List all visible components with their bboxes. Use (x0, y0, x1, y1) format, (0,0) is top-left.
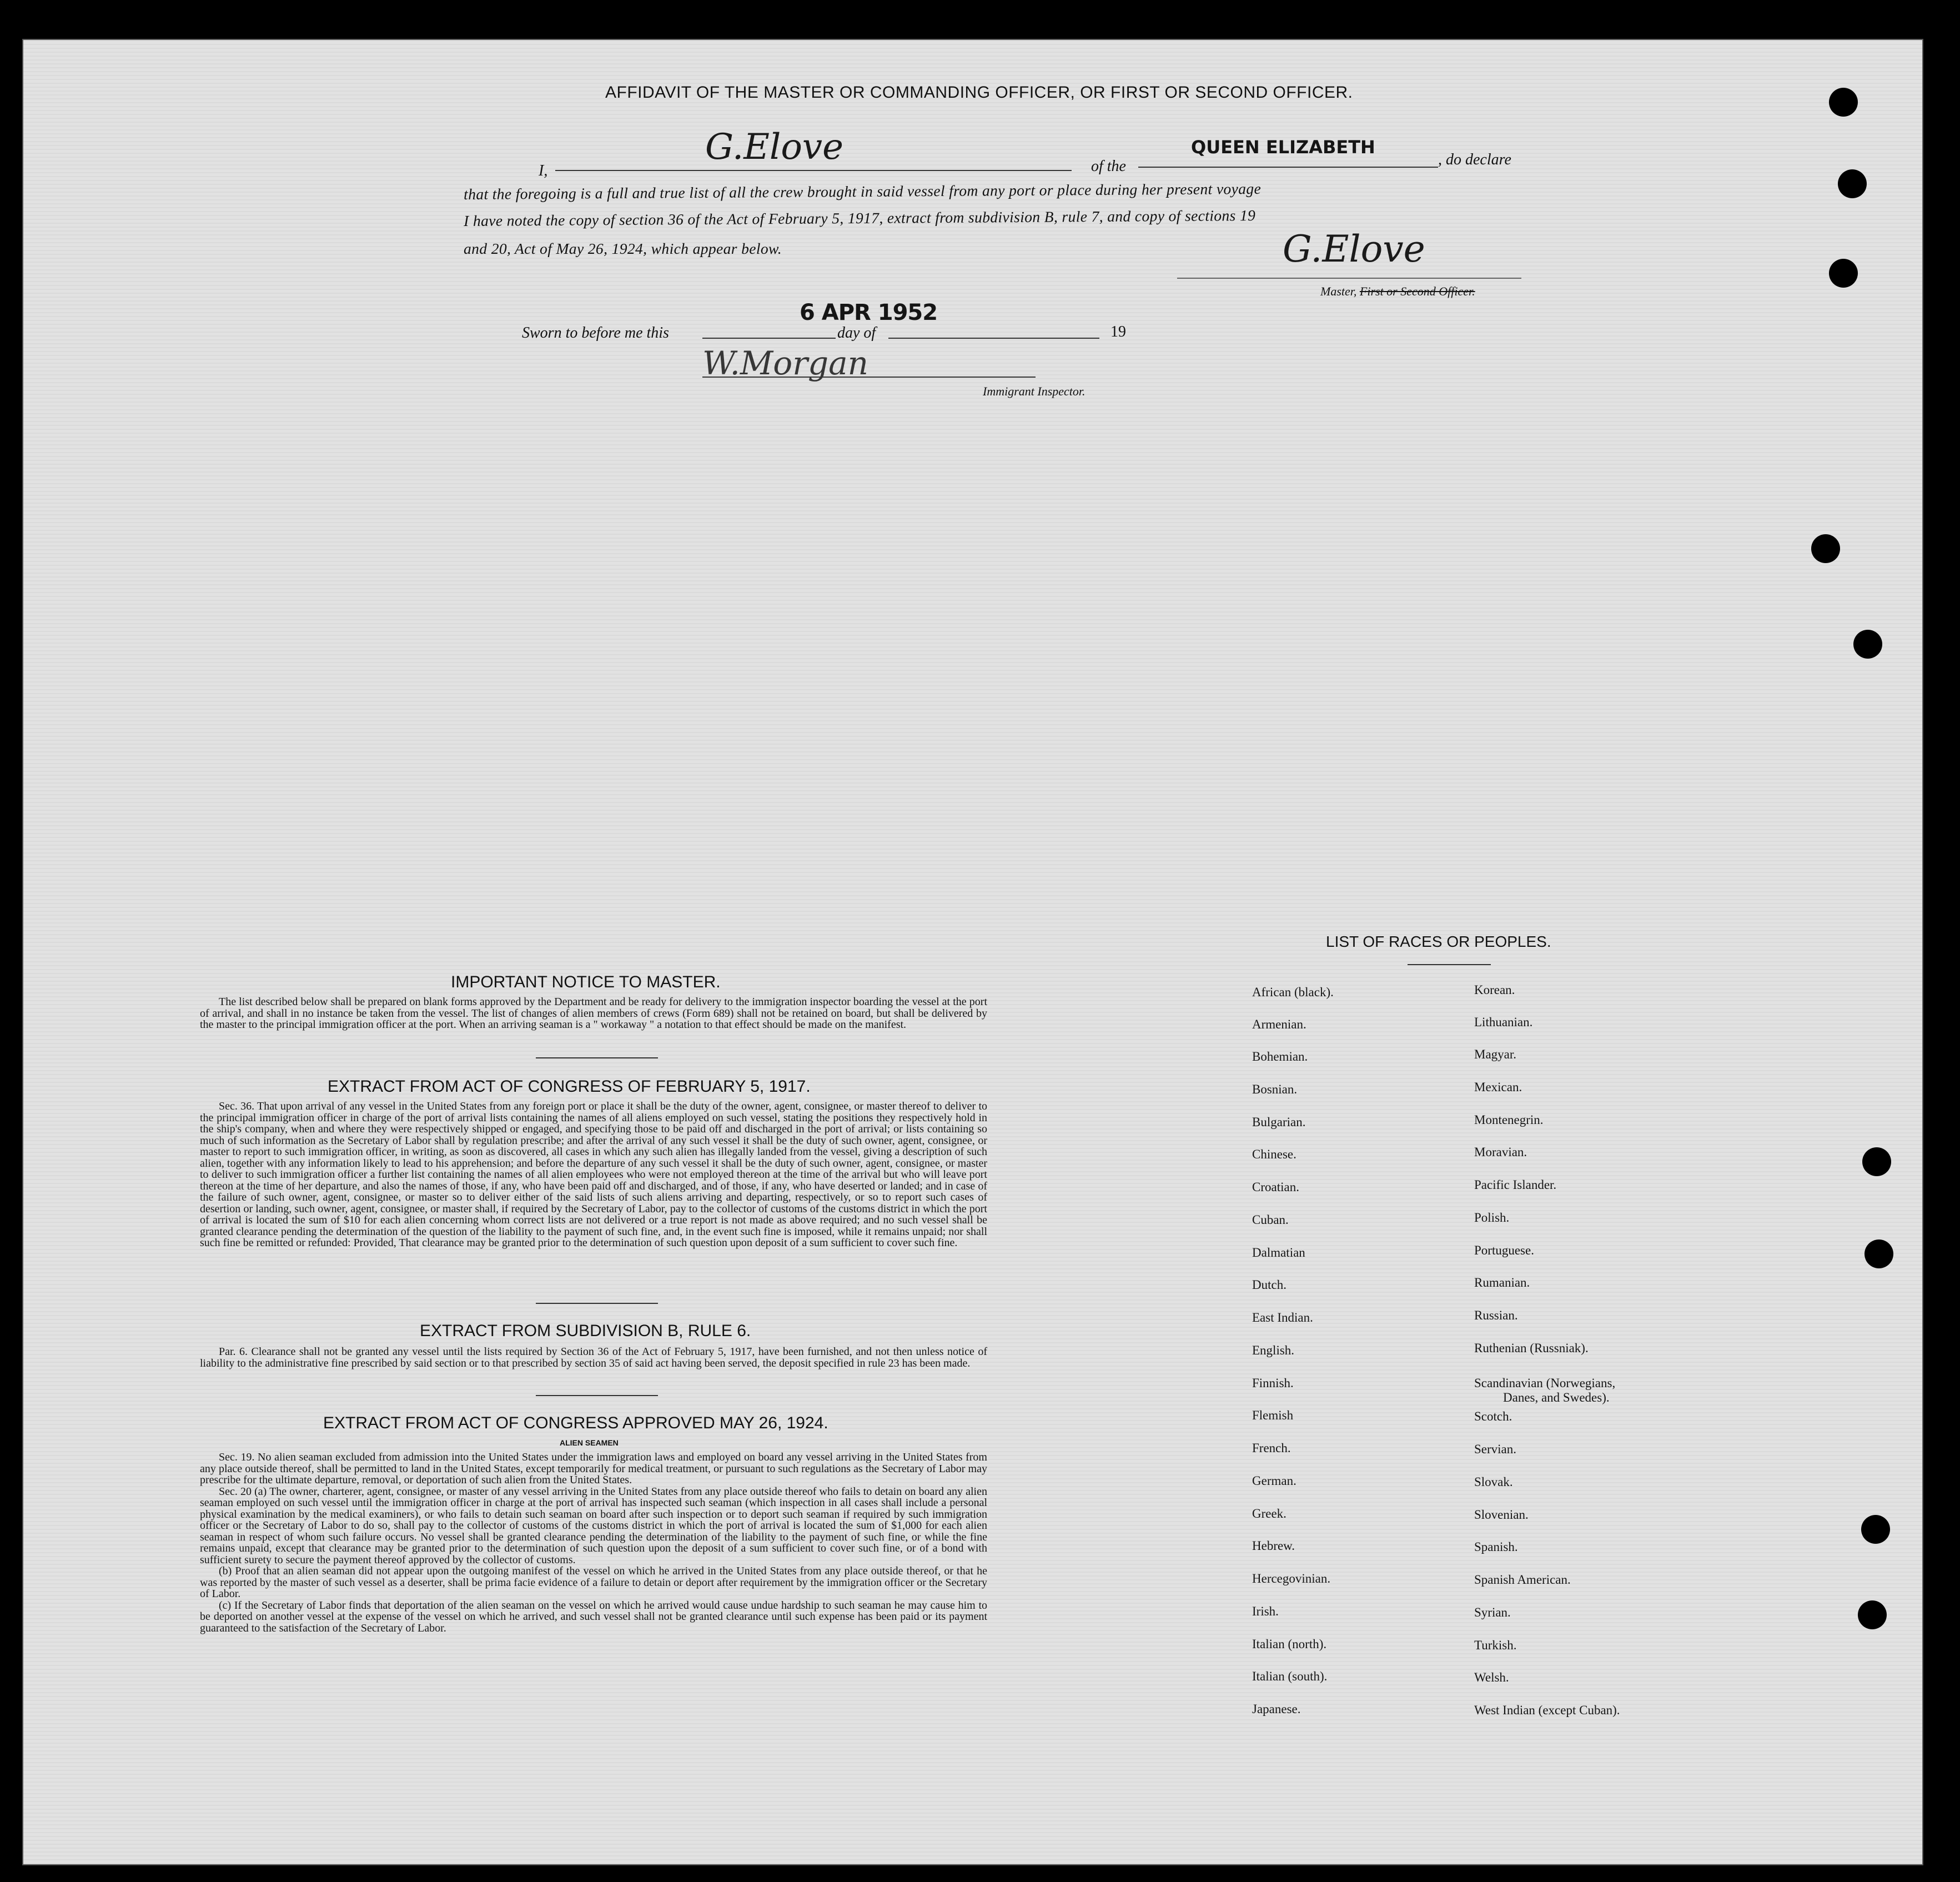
sworn-month-line (888, 338, 1099, 339)
punch-hole (1862, 1147, 1891, 1176)
rule-6-heading: EXTRACT FROM SUBDIVISION B, RULE 6. (420, 1322, 751, 1340)
race-item: Bohemian. (1252, 1050, 1308, 1063)
section-20a-text: Sec. 20 (a) The owner, charterer, agent, consignee, or master of any vessel arriving in the United States from any place outside thereof who fails to detain on board any alien seaman employed on such vessel until the immigration officer in charge at the port of arrival has inspected such seaman (which inspection in all cases shall include a personal physical examination by the medical examiners), or who fails to detain such seaman on board after such inspection or to deport such seaman if required by such immigration officer or the Secretary of Labor to do so, shall pay to the collector of customs of the customs district in which the port of arrival is located the sum of $1,000 for each alien seaman in respect of whom such failure occurs. No vessel shall be granted clearance pending the determination of the liability to the payment of such fine, or while the fine remains unpaid, except that clearance may be granted prior to the determination of such question upon the deposit of a sum sufficient to cover such fine, or of a bond with sufficient surety to secure the payment thereof approved by the collector of customs. (200, 1485, 987, 1566)
race-item: Welsh. (1474, 1670, 1509, 1684)
punch-hole (1858, 1600, 1887, 1629)
race-item: Spanish American. (1474, 1573, 1571, 1587)
struck-officer-title: First or Second Officer. (1359, 284, 1475, 298)
master-title (1320, 284, 1475, 299)
punch-hole (1864, 1239, 1893, 1268)
races-heading: LIST OF RACES OR PEOPLES. (1326, 933, 1551, 950)
section-divider (536, 1057, 658, 1058)
race-item: Portuguese. (1474, 1243, 1534, 1257)
affidavit-line-4: and 20, Act of May 26, 1924, which appear below. (464, 240, 782, 257)
vessel-underline (1138, 167, 1438, 168)
race-item: Flemish (1252, 1408, 1294, 1422)
race-item: Turkish. (1474, 1638, 1517, 1652)
punch-hole (1829, 88, 1858, 117)
race-item: Danes, and Swedes). (1503, 1391, 1610, 1404)
race-item: Italian (south). (1252, 1669, 1328, 1683)
race-item: German. (1252, 1474, 1296, 1488)
day-of-label: day of (837, 324, 876, 342)
sworn-day-line (702, 338, 836, 339)
race-item: Lithuanian. (1474, 1015, 1533, 1029)
race-item: French. (1252, 1441, 1291, 1455)
race-item: Finnish. (1252, 1376, 1294, 1390)
year-prefix: 19 (1110, 323, 1126, 340)
race-item: Chinese. (1252, 1147, 1296, 1161)
race-item: Ruthenian (Russniak). (1474, 1341, 1589, 1355)
race-item: Dalmatian (1252, 1246, 1305, 1259)
section-divider (536, 1395, 658, 1396)
race-item: Polish. (1474, 1211, 1510, 1224)
race-item: Pacific Islander. (1474, 1178, 1557, 1192)
master-signature-line (1177, 278, 1521, 279)
punch-hole (1853, 630, 1882, 659)
race-item: Hebrew. (1252, 1539, 1295, 1553)
do-declare-label: , do declare (1438, 151, 1511, 168)
inspector-signature: W.Morgan (702, 344, 869, 382)
race-item: Bulgarian. (1252, 1115, 1306, 1129)
race-item: English. (1252, 1343, 1295, 1357)
races-heading-underline (1408, 964, 1491, 965)
race-item: Dutch. (1252, 1278, 1286, 1292)
affidavit-line-3: I have noted the copy of section 36 of the Act of February 5, 1917, extract from subdivision B, rule 7, and copy of sections 19 (464, 207, 1256, 229)
race-item: Syrian. (1474, 1605, 1511, 1619)
sworn-label: Sworn to before me this (522, 324, 669, 342)
race-item: African (black). (1252, 985, 1334, 999)
race-item: Russian. (1474, 1308, 1518, 1322)
affidavit-i-label: I, (539, 162, 548, 179)
notice-heading: IMPORTANT NOTICE TO MASTER. (451, 973, 721, 991)
race-item: Irish. (1252, 1604, 1279, 1618)
race-item: Moravian. (1474, 1145, 1527, 1159)
race-item: Italian (north). (1252, 1637, 1327, 1651)
notice-body (200, 996, 987, 1031)
punch-hole (1838, 169, 1867, 198)
master-name-handwritten: G.Elove (705, 127, 843, 168)
race-item: Hercegovinian. (1252, 1572, 1331, 1585)
race-item: Scandinavian (Norwegians, (1474, 1376, 1616, 1390)
race-item: Cuban. (1252, 1213, 1289, 1227)
inspector-signature-line (702, 377, 1036, 378)
race-item: East Indian. (1252, 1311, 1313, 1324)
race-item: Spanish. (1474, 1540, 1518, 1554)
race-item: Korean. (1474, 983, 1515, 997)
race-item: Mexican. (1474, 1080, 1522, 1094)
affidavit-line-2: that the foregoing is a full and true list of all the crew brought in said vessel from any port or place during her present voyage (464, 179, 1262, 203)
extract-1917-heading: EXTRACT FROM ACT OF CONGRESS OF FEBRUARY 5, 1917. (328, 1077, 811, 1096)
race-item: Servian. (1474, 1442, 1517, 1456)
race-item: Magyar. (1474, 1047, 1517, 1061)
section-20c-text: (c) If the Secretary of Labor finds that deportation of the alien seaman on the vessel on which he arrived would cause undue hardship to such seaman he may cause him to be deported on another vessel at the expense of the vessel on which he arrived, and such vessel shall not be granted clearance until such expense has been paid or its payment guaranteed to the satisfaction of the Secretary of Labor. (200, 1599, 987, 1634)
race-item: West Indian (except Cuban). (1474, 1703, 1620, 1717)
master-title-prefix: Master, (1320, 284, 1357, 298)
name-underline (555, 170, 1072, 171)
race-item: Croatian. (1252, 1180, 1299, 1194)
rule-6-body (200, 1346, 987, 1369)
affidavit-heading: AFFIDAVIT OF THE MASTER OR COMMANDING OFFICER, OR FIRST OR SECOND OFFICER. (605, 83, 1353, 102)
race-item: Rumanian. (1474, 1276, 1530, 1289)
section-20b-text: (b) Proof that an alien seaman did not appear upon the outgoing manifest of the vessel on which he arrived in the United States from any place outside thereof, or that he was reported by the master of such vessel as a deserter, shall be prima facie evidence of a failure to detain or deport after requirement by the immigration officer or the Secretary of Labor. (200, 1565, 987, 1600)
vessel-name: QUEEN ELIZABETH (1191, 137, 1375, 158)
master-signature: G.Elove (1283, 228, 1425, 270)
inspector-title: Immigrant Inspector. (983, 384, 1085, 398)
race-item: Slovak. (1474, 1475, 1513, 1489)
race-item: Bosnian. (1252, 1082, 1298, 1096)
race-item: Scotch. (1474, 1409, 1512, 1423)
extract-1917-body (200, 1101, 987, 1249)
section-19-text: Sec. 19. No alien seaman excluded from admission into the United States under the immigration laws and employed on board any vessel arriving in the United States from any place outside thereof, shall be permitted to land in the United States, except temporarily for medical treatment, or pursuant to such regulations as the Secretary of Labor may prescribe for the ultimate departure, removal, or deportation of such alien from the United States. (200, 1451, 987, 1486)
punch-hole (1861, 1515, 1890, 1544)
section-36-text: Sec. 36. That upon arrival of any vessel in the United States from any foreign port or place it shall be the duty of the owner, agent, consignee, or master thereof to deliver to the principal immigration officer in charge of the port of arrival lists containing the names of all aliens employed on such vessel, stating the positions they respectively hold in the ship's company, when and where they were respectively shipped or engaged, and specifying those to be paid off and discharged in the port of arrival; or lists containing so much of such information as the Secretary of Labor shall by regulation prescribe; and after the arrival of any such vessel it shall be the duty of such owner, agent, consignee, or master to report to such immigration officer, in writing, as soon as discovered, all cases in which any such alien has illegally landed from the vessel, giving a description of such alien, together with any information likely to lead to his apprehension; and before the departure of any such vessel it shall be the duty of such owner, agent, consignee, or master to deliver to such immigration officer a further list containing the names of all alien employees who were not employed thereon at the time of the arrival but who will leave port thereon at the time of her departure, and also the names of those, if any, who have been paid off and discharged, and of those, if any, who have deserted or landed; and in case of the failure of such owner, agent, consignee, or master so to deliver either of the said lists of such aliens arriving and departing, respectively, or so to report such cases of desertion or landing, such owner, agent, consignee, or master shall, if required by the Secretary of Labor, pay to the collector of customs of the customs district in which the port of arrival is located the sum of $10 for each alien concerning whom correct lists are not delivered or a true report is not made as above required; and no such vessel shall be granted clearance pending the determination of the question of the liability to the payment of such fine, and, in the event such fine is imposed, while it remains unpaid; nor shall such fine be remitted or refunded: Provided, That clearance may be granted prior to the determination of such question upon deposit of a sum sufficient to cover such fine. (200, 1100, 987, 1249)
race-item: Slovenian. (1474, 1508, 1529, 1522)
race-item: Greek. (1252, 1507, 1286, 1520)
alien-seamen-subheading: ALIEN SEAMEN (560, 1438, 619, 1447)
date-stamp: 6 APR 1952 (800, 300, 938, 325)
race-item: Montenegrin. (1474, 1113, 1544, 1127)
of-the-label: of the (1091, 158, 1126, 175)
notice-paragraph: The list described below shall be prepared on blank forms approved by the Department and be ready for delivery to the immigration inspector boarding the vessel at the port of arrival, and shall in no instance be taken from the vessel. The list of changes of alien members of crews (Form 689) shall not be retained on board, but shall be delivered by the master to the principal immigration officer at the port. When an arriving seaman is a " workaway " a notation to that effect should be made on the manifest. (200, 996, 987, 1031)
paragraph-6-text: Par. 6. Clearance shall not be granted any vessel until the lists required by Section 36 of the Act of February 5, 1917, have been furnished, and not then unless notice of liability to the administrative fine prescribed by said section or to that prescribed by section 35 of said act having been served, the deposit specified in rule 23 has been made. (200, 1346, 987, 1369)
punch-hole (1829, 259, 1858, 288)
race-item: Armenian. (1252, 1017, 1306, 1031)
extract-1924-body (200, 1452, 987, 1634)
race-item: Japanese. (1252, 1702, 1301, 1716)
section-divider (536, 1303, 658, 1304)
extract-1924-heading: EXTRACT FROM ACT OF CONGRESS APPROVED MAY 26, 1924. (323, 1414, 828, 1432)
punch-hole (1811, 534, 1840, 563)
